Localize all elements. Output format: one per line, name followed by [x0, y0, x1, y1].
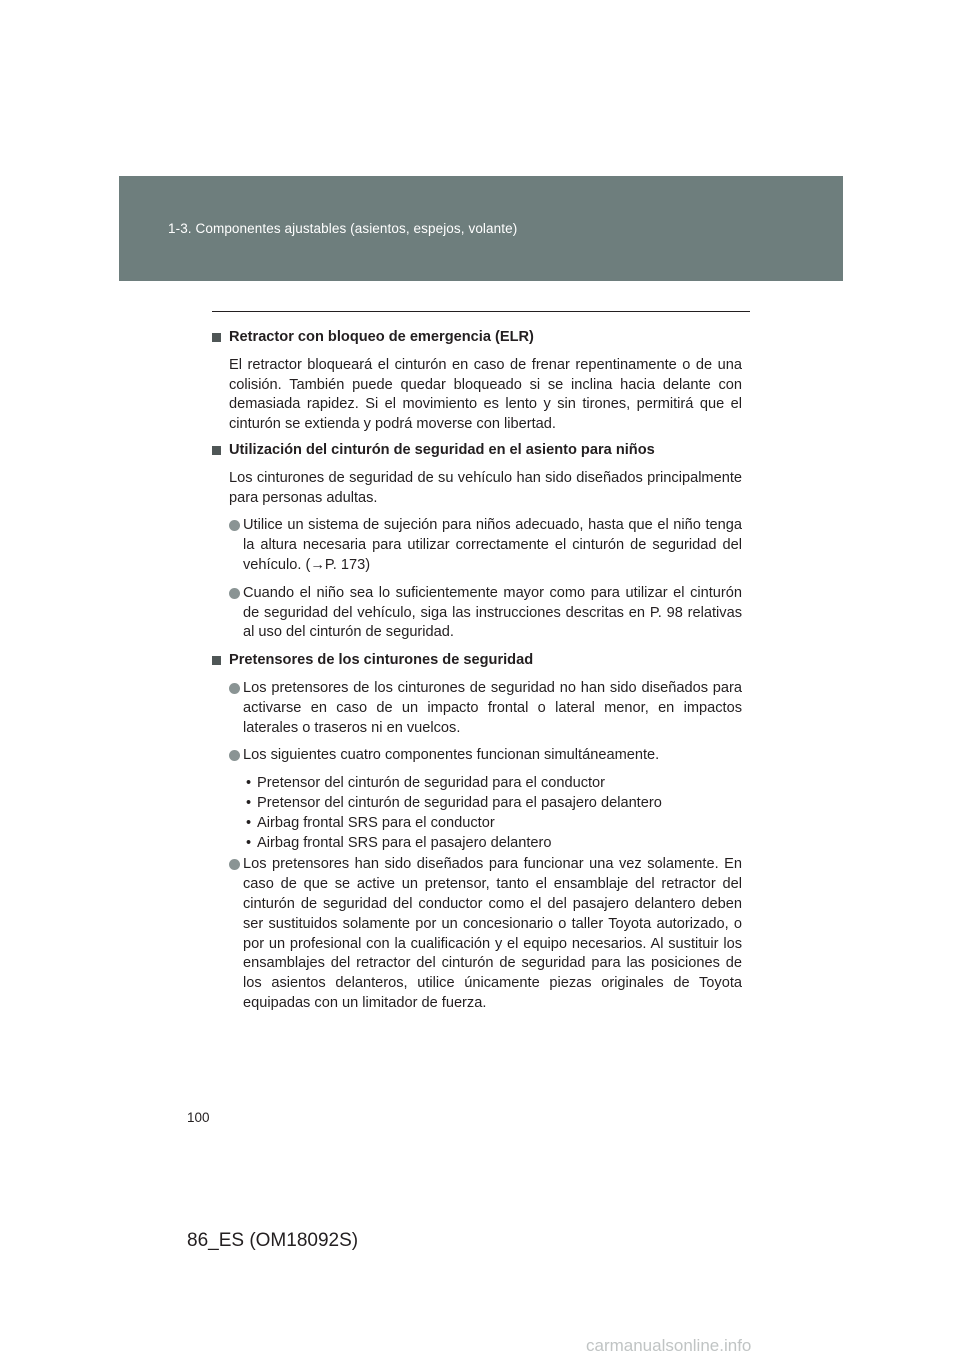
bullet-item: Los pretensores de los cinturones de seguridad no han sido diseñados para activarse en caso de un impacto frontal o lateral menor, en impactos laterales o traseros ni en vuelcos. — [229, 679, 742, 738]
component-list — [243, 774, 742, 853]
square-bullet-icon — [212, 333, 221, 342]
square-bullet-icon — [212, 446, 221, 455]
heading-child-seat: Utilización del cinturón de seguridad en el asiento para niños — [212, 441, 742, 461]
list-item: • Pretensor del cinturón de seguridad para el conductor — [246, 775, 606, 792]
list-item: • Airbag frontal SRS para el pasajero delantero — [246, 834, 552, 851]
page-number: 100 — [187, 1110, 210, 1125]
section-header — [119, 176, 843, 281]
list-item: • Pretensor del cinturón de seguridad para el pasajero delantero — [246, 794, 662, 811]
divider-line — [212, 311, 750, 312]
round-bullet-icon — [229, 520, 240, 531]
paragraph-child-seat: Los cinturones de seguridad de su vehículo han sido diseñados principalmente para personas adultas. — [229, 469, 742, 506]
square-bullet-icon — [212, 656, 221, 665]
model-code: 86_ES (OM18092S) — [187, 1230, 359, 1251]
round-bullet-icon — [229, 750, 240, 761]
bullet-item: Cuando el niño sea lo suficientemente mayor como para utilizar el cinturón de seguridad del vehículo, siga las instrucciones descritas en P. 98 relativas al uso del cinturón de seguridad. — [229, 584, 742, 643]
round-bullet-icon — [229, 683, 240, 694]
bullet-item: Utilice un sistema de sujeción para niños adecuado, hasta que el niño tenga la altura necesaria para utilizar correctamente el cinturón de seguridad del vehículo. (→P. 173) — [229, 516, 742, 575]
list-item: • Airbag frontal SRS para el conductor — [246, 814, 495, 831]
bullet-item: Los pretensores han sido diseñados para funcionar una vez solamente. En caso de que se active un pretensor, tanto el ensamblaje del retractor del cinturón de seguridad del conductor como el del pasajero delantero deben ser sustituidos solamente por un concesionario o taller Toyota autorizado, o por un profesional con la cualificación y el equipo necesarios. Al sustituir los ensamblajes del retractor del cinturón de seguridad para las posiciones de los asientos delanteros, utilice únicamente piezas originales de Toyota equipadas con un limitador de fuerza. — [229, 855, 742, 1013]
round-bullet-icon — [229, 588, 240, 599]
heading-pretensioners: Pretensores de los cinturones de seguridad — [212, 651, 742, 671]
bullet-item: Los siguientes cuatro componentes funcionan simultáneamente. — [229, 746, 742, 766]
heading-elr: Retractor con bloqueo de emergencia (ELR) — [212, 328, 742, 348]
watermark: carmanualsonline.info — [586, 1336, 752, 1355]
page-content — [212, 328, 742, 1022]
round-bullet-icon — [229, 859, 240, 870]
section-title: 1-3. Componentes ajustables (asientos, espejos, volante) — [168, 221, 518, 236]
paragraph-elr: El retractor bloqueará el cinturón en caso de frenar repentinamente o de una colisión. También puede quedar bloqueado si se inclina hacia delante con demasiada rapidez. Si el movimiento es lento y sin tirones, permitirá que el cinturón se extienda y podrá moverse con libertad. — [229, 356, 742, 433]
